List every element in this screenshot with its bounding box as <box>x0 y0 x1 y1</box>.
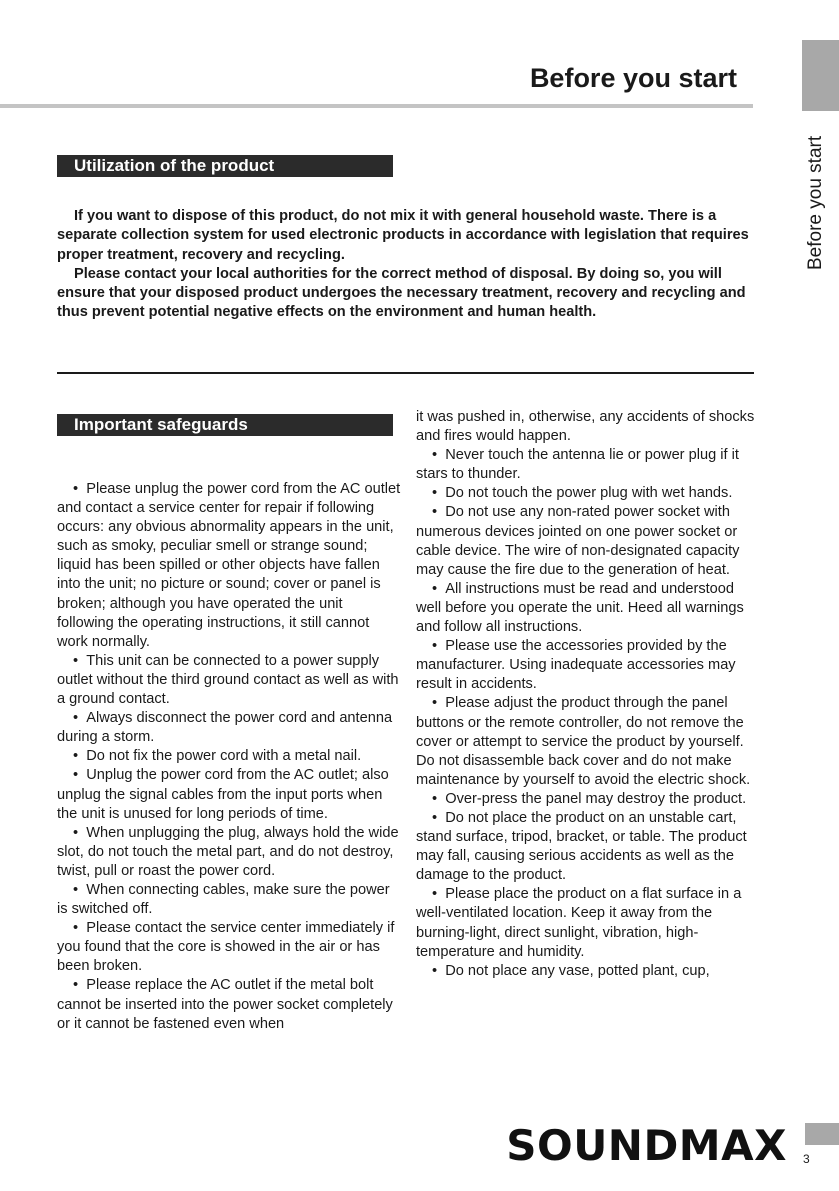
list-item: • Please contact the service center immediately if you found that the core is showed in the air or has been broken. <box>57 919 402 976</box>
list-item: • Always disconnect the power cord and antenna during a storm. <box>57 709 402 747</box>
list-item: • All instructions must be read and understood well before you operate the unit. Heed all warnings and follow all instructions. <box>416 580 761 637</box>
list-item: • Do not touch the power plug with wet hands. <box>416 484 761 503</box>
list-item: • Never touch the antenna lie or power plug if it stars to thunder. <box>416 446 761 484</box>
list-item: • Do not place any vase, potted plant, cup, <box>416 962 761 981</box>
list-item: • When connecting cables, make sure the power is switched off. <box>57 881 402 919</box>
list-item: • Please use the accessories provided by the manufacturer. Using inadequate accessories may result in accidents. <box>416 637 761 694</box>
list-item: • Please replace the AC outlet if the metal bolt cannot be inserted into the power socket completely or it cannot be fastened even when <box>57 976 402 1033</box>
list-item: • When unplugging the plug, always hold the wide slot, do not touch the metal part, and do not destroy, twist, pull or roast the power cord. <box>57 824 402 881</box>
list-item-continuation: it was pushed in, otherwise, any accidents of shocks and fires would happen. <box>416 409 755 445</box>
safeguards-right-column <box>416 408 761 981</box>
header-rule <box>0 104 753 108</box>
section-divider <box>57 372 754 374</box>
brand-logo: SOUNDMAX <box>506 1121 787 1170</box>
side-section-label: Before you start <box>805 135 826 270</box>
page-tab-marker <box>805 1123 839 1145</box>
list-item: • Unplug the power cord from the AC outlet; also unplug the signal cables from the input ports when the unit is unused for long periods of time. <box>57 766 402 823</box>
section-heading-utilization: Utilization of the product <box>57 155 393 177</box>
page-title: Before you start <box>529 63 737 93</box>
list-item: • Please unplug the power cord from the AC outlet and contact a service center for repair if following occurs: any obvious abnormality appears in the unit, such as smoky, peculiar smell or strange sound; liquid has been spilled or other objects have fallen into the unit; no picture or sound; cover or panel is broken; although you have operated the unit following the operating instructions, it still cannot work normally. <box>57 480 402 652</box>
paragraph: If you want to dispose of this product, do not mix it with general household waste. There is a separate collection system for used electronic products in accordance with legislation that requires proper treatment, recovery and recycling. <box>57 208 749 263</box>
list-item: • Do not use any non-rated power socket with numerous devices jointed on one power socket or cable device. The wire of non-designated capacity may cause the fire due to the generation of heat. <box>416 503 761 579</box>
safeguards-left-column <box>57 480 402 1034</box>
side-tab-marker <box>802 40 839 111</box>
list-item: • This unit can be connected to a power supply outlet without the third ground contact as well as with a ground contact. <box>57 652 402 709</box>
list-item: • Do not fix the power cord with a metal nail. <box>57 747 402 766</box>
utilization-text <box>57 207 757 323</box>
paragraph: Please contact your local authorities for the correct method of disposal. By doing so, you will ensure that your disposed product undergoes the necessary treatment, recovery and recycling and thus prevent potential negative effects on the environment and human health. <box>57 265 746 321</box>
list-item: • Please adjust the product through the panel buttons or the remote controller, do not remove the cover or attempt to service the product by yourself. Do not disassemble back cover and do not make maintenance by yourself to avoid the electric shock. <box>416 694 761 789</box>
list-item: • Please place the product on a flat surface in a well-ventilated location. Keep it away from the burning-light, direct sunlight, vibration, high-temperature and humidity. <box>416 885 761 961</box>
section-heading-safeguards: Important safeguards <box>57 414 393 436</box>
page-number: 3 <box>803 1152 810 1166</box>
list-item: • Over-press the panel may destroy the product. <box>416 790 761 809</box>
list-item: • Do not place the product on an unstable cart, stand surface, tripod, bracket, or table. The product may fall, causing serious accidents as well as the damage to the product. <box>416 809 761 885</box>
